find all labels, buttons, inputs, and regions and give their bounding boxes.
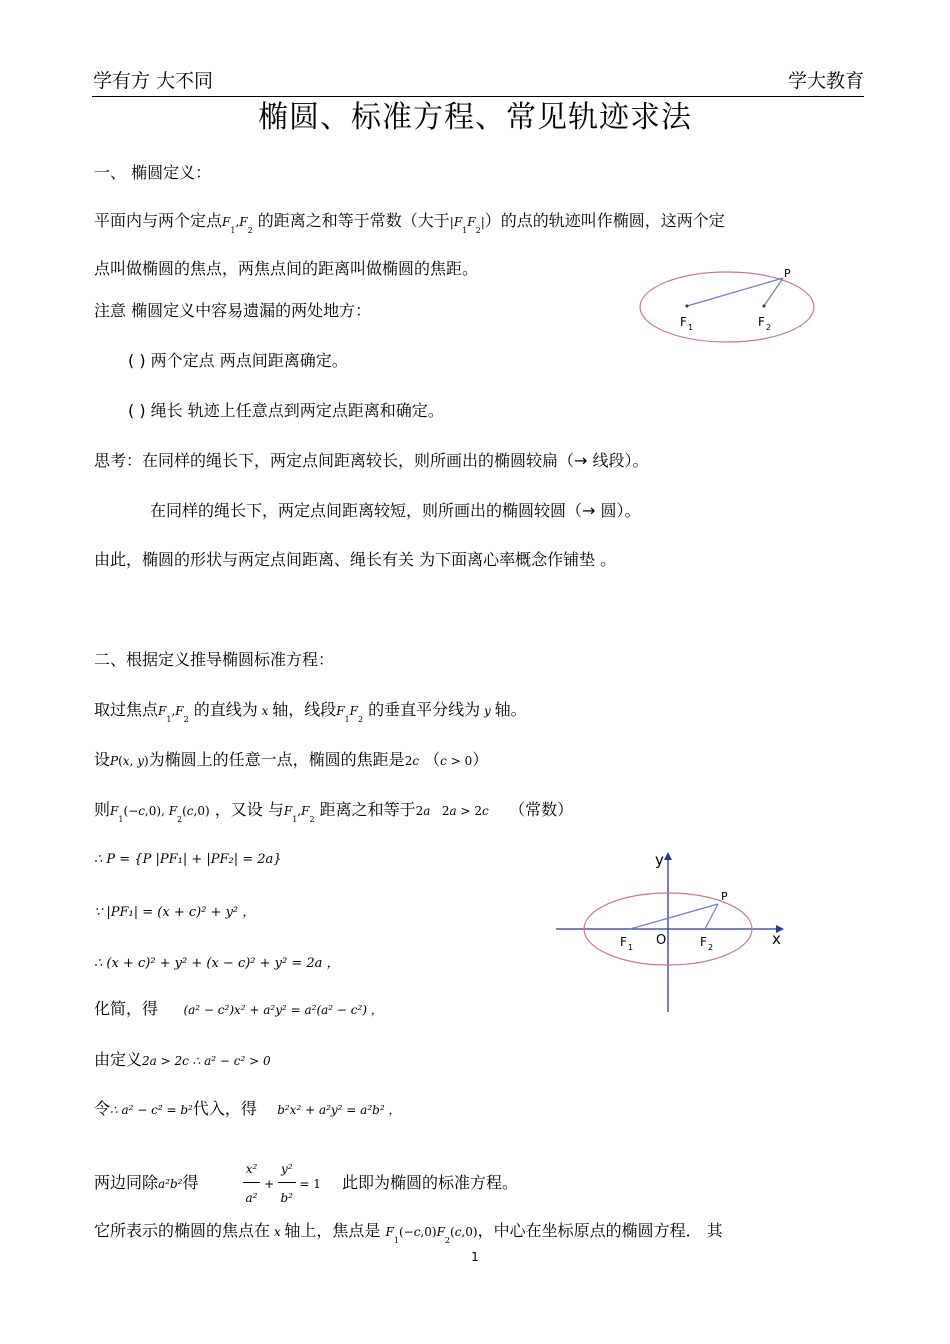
definition-line-2: 点叫做椭圆的焦点，两焦点间的距离叫做椭圆的焦距。: [94, 259, 479, 278]
focus-f1-label-2: F: [620, 935, 627, 949]
substitution-line: 令∴ a² − c² = b²代入，得 b²x² + a²y² = a²b² ，: [94, 1099, 401, 1118]
note-item-1: ( ) 两个定点 两点间距离确定。: [128, 351, 348, 370]
header-left-slogan: 学有方 大不同: [93, 70, 214, 92]
fraction-x2-a2: $\frac{\text{x²}}{\text{a²}}$: [243, 1158, 261, 1209]
definition-line-1: 平面内与两个定点$F_1,F_2$ 的距离之和等于常数（大于$|F_1F_2|$）的点的轨迹叫作椭圆，这两个定: [94, 211, 725, 235]
focus-f1-label: F: [680, 315, 687, 329]
origin-label: O: [656, 933, 667, 948]
derivation-line-3: 则$F_1(-c,0)$, $F_2(c,0)$ ，又设 与$F_1,F_2$ 距离之和等于2a 2a > 2c （常数）: [94, 800, 574, 824]
standard-equation-line: 两边同除a²b²得 $\frac{\text{x²}}{\text{a²}}$ + $\frac{\text{y²}}{\text{b²}}$ = 1 此即为椭圆的标准方程。: [94, 1158, 518, 1209]
point-p-label-2: P: [721, 890, 728, 903]
distance-formula: ∵ |PF₁| = (x + c)² + y² ，: [94, 905, 256, 920]
think-line-1: 思考：在同样的绳长下，两定点间距离较长，则所画出的椭圆较扁（→ 线段）。: [94, 451, 649, 470]
derivation-line-2: 设P(x, y)为椭圆上的任意一点，椭圆的焦距是2c （c > 0）: [94, 750, 489, 769]
ellipse-figure-1: [630, 258, 830, 358]
set-definition-formula: ∴ P = {P |PF₁| + |PF₂| = 2a}: [94, 852, 282, 867]
x-axis-label: x: [772, 930, 781, 948]
focus-f2-subscript: 2: [766, 323, 772, 332]
think-line-2: 在同样的绳长下，两定点间距离较短，则所画出的椭圆较圆（→ 圆）。: [150, 501, 641, 520]
sum-distance-formula: ∴ (x + c)² + y² + (x − c)² + y² = 2a ，: [94, 956, 340, 971]
focus-f2-label-2: F: [700, 935, 707, 949]
definition-inequality-line: 由定义2a > 2c ∴ a² − c² > 0: [94, 1050, 271, 1069]
header-right-brand: 学大教育: [787, 70, 864, 92]
focus-f2-subscript-2: 2: [708, 943, 714, 952]
focus-f1-subscript-2: 1: [628, 943, 634, 952]
note-item-2: ( ) 绳长 轨迹上任意点到两定点距离和确定。: [128, 401, 444, 420]
foci-description-line: 它所表示的椭圆的焦点在 x 轴上，焦点是 $F_1(-c,0)F_2(c,0)$，中心在坐标原点的椭圆方程． 其: [94, 1221, 723, 1245]
note-line: 注意 椭圆定义中容易遗漏的两处地方：: [94, 301, 372, 320]
page-number: 1: [471, 1250, 479, 1264]
point-p-label: P: [784, 267, 791, 280]
focus-f2-label: F: [758, 315, 765, 329]
y-axis-label: y: [655, 851, 664, 869]
derivation-line-1: 取过焦点$F_1,F_2$ 的直线为 x 轴，线段$F_1F_2$ 的垂直平分线为 y 轴。: [94, 700, 527, 724]
conclusion-line: 由此，椭圆的形状与两定点间距离、绳长有关 为下面离心率概念作铺垫 。: [94, 550, 617, 569]
fraction-y2-b2: $\frac{\text{y²}}{\text{b²}}$: [278, 1158, 296, 1209]
ellipse-coordinate-figure: [550, 848, 790, 1016]
page-title: 椭圆、标准方程、常见轨迹求法: [258, 100, 692, 135]
focus-f1-subscript: 1: [688, 323, 694, 332]
section-2-heading: 二、根据定义推导椭圆标准方程：: [94, 650, 335, 669]
section-1-heading: 一、 椭圆定义：: [94, 163, 212, 182]
simplify-line: 化简，得 (a² − c²)x² + a²y² = a²(a² − c²) ，: [94, 999, 383, 1018]
